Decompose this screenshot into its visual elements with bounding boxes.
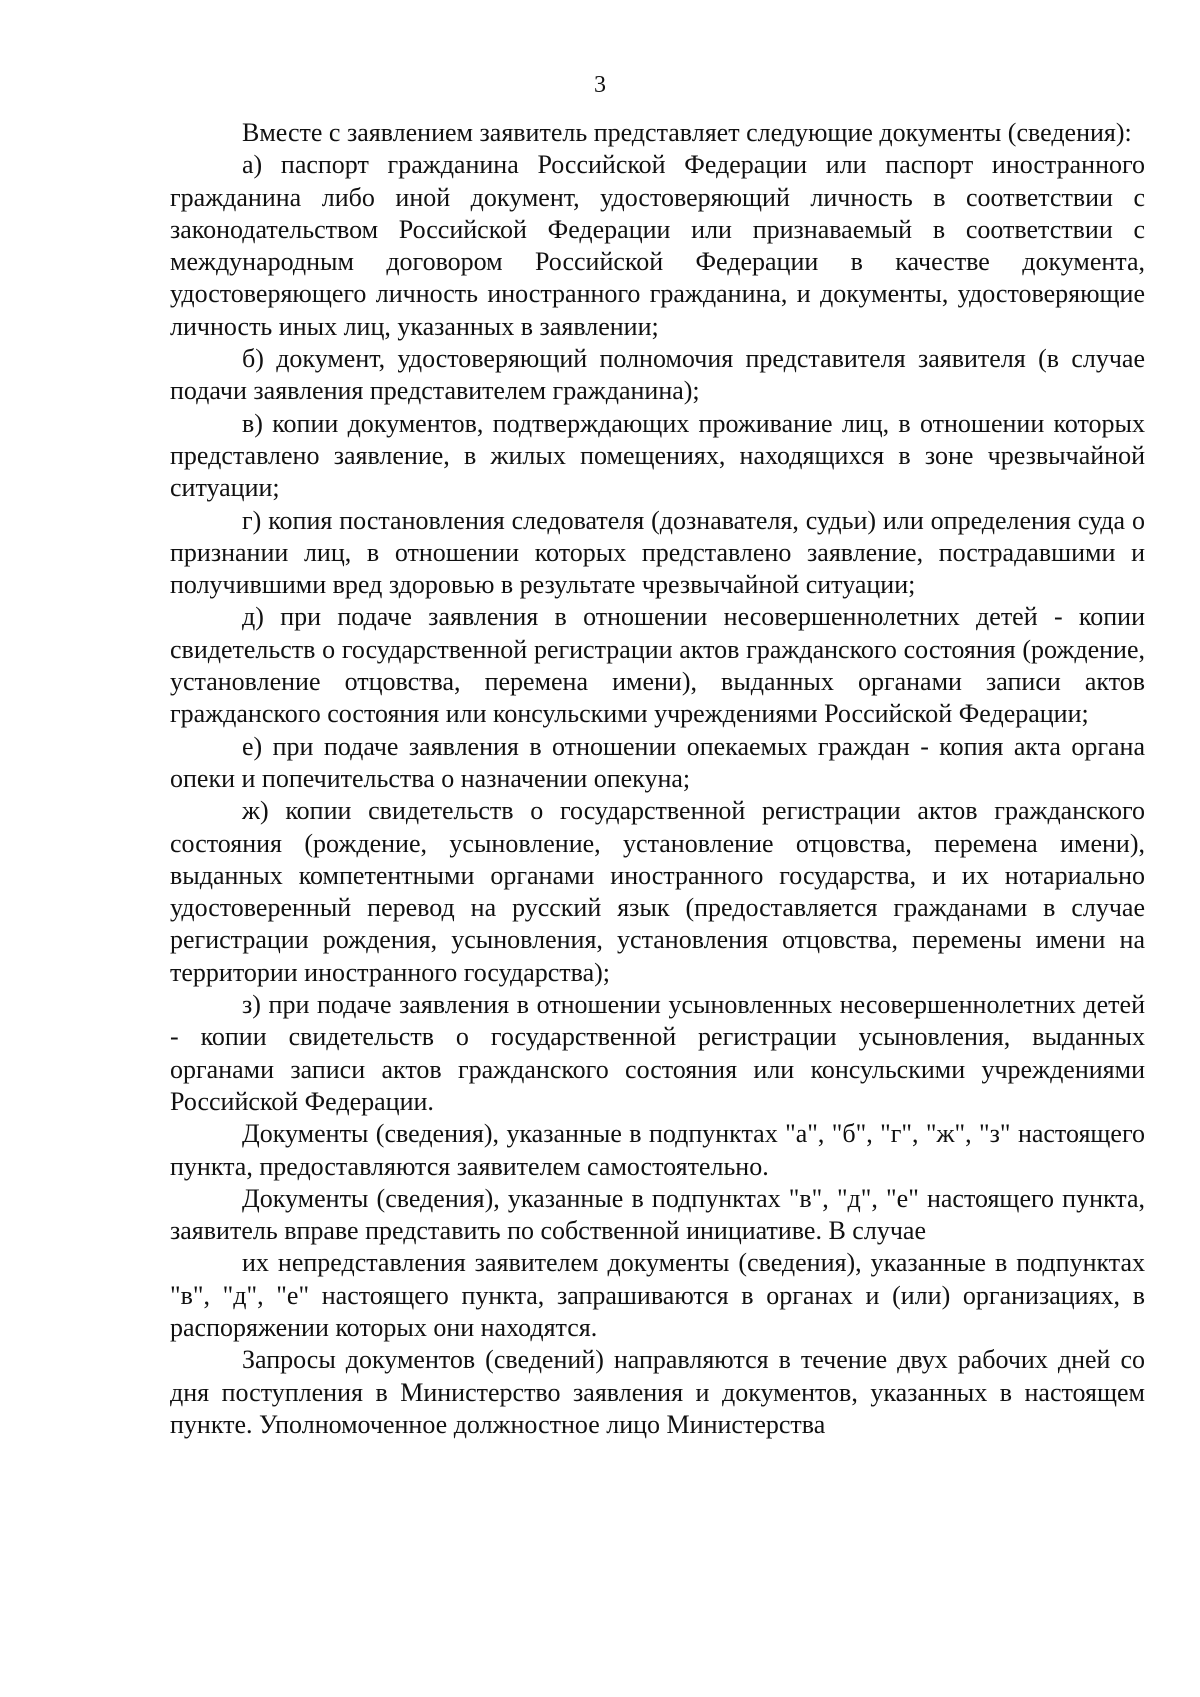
paragraph-item-d: д) при подаче заявления в отношении несовершеннолетних детей - копии свидетельств о государственной регистрации актов гражданского состояния (рождение, установление отцовства, перемена имени), выданных органами записи актов гражданского состояния или консульскими учреждениями Российской Федерации; — [170, 602, 1145, 729]
paragraph-item-e: е) при подаче заявления в отношении опекаемых граждан - копия акта органа опеки и попечительства о назначении опекуна; — [170, 731, 1145, 793]
paragraph-item-zh: ж) копии свидетельств о государственной регистрации актов гражданского состояния (рождение, усыновление, установление отцовства, перемена имени), выданных компетентными органами иностранного государства, и их нотариально удостоверенный перевод на русский язык (предоставляется гражданами в случае регистрации рождения, усыновления, установления отцовства, перемены имени на территории иностранного государства); — [170, 796, 1145, 987]
paragraph-requests: Запросы документов (сведений) направляются в течение двух рабочих дней со дня поступления в Министерство заявления и документов, указанных в настоящем пункте. Уполномоченное должностное лицо Министерства — [170, 1345, 1145, 1439]
paragraph-intro: Вместе с заявлением заявитель представляет следующие документы (сведения): — [242, 118, 1132, 147]
paragraph-non-submission: их непредставления заявителем документы (сведения), указанные в подпунктах "в", "д", "е" настоящего пункта, запрашиваются в органах и (или) организациях, в распоряжении которых они находятся. — [170, 1248, 1145, 1342]
paragraph-item-v: в) копии документов, подтверждающих проживание лиц, в отношении которых представлено заявление, в жилых помещениях, находящихся в зоне чрезвычайной ситуации; — [170, 408, 1145, 503]
paragraph-self-provided: Документы (сведения), указанные в подпунктах "а", "б", "г", "ж", "з" настоящего пункта, предоставляются заявителем самостоятельно. — [170, 1119, 1145, 1181]
paragraph-own-initiative: Документы (сведения), указанные в подпунктах "в", "д", "е" настоящего пункта, заявитель вправе представить по собственной инициативе. В случае — [170, 1183, 1145, 1246]
page-number: 3 — [594, 72, 606, 98]
paragraph-item-g: г) копия постановления следователя (дознавателя, судьи) или определения суда о признании лиц, в отношении которых представлено заявление, пострадавшими и получившими вред здоровью в результате чрезвычайной ситуации; — [170, 505, 1145, 600]
paragraph-item-z: з) при подаче заявления в отношении усыновленных несовершеннолетних детей - копии свидетельств о государственной регистрации усыновления, выданных органами записи актов гражданского состояния или консульскими учреждениями Российской Федерации. — [170, 990, 1145, 1116]
paragraph-item-b: б) документ, удостоверяющий полномочия представителя заявителя (в случае подачи заявления представителем гражданина); — [170, 344, 1145, 406]
document-body — [170, 117, 1145, 1441]
paragraph-item-a: а) паспорт гражданина Российской Федерации или паспорт иностранного гражданина либо иной документ, удостоверяющий личность в соответствии с законодательством Российской Федерации или признаваемый в соответствии с международным договором Российской Федерации в качестве документа, удостоверяющего личность иностранного гражданина, и документы, удостоверяющие личность иных лиц, указанных в заявлении; — [170, 150, 1145, 341]
